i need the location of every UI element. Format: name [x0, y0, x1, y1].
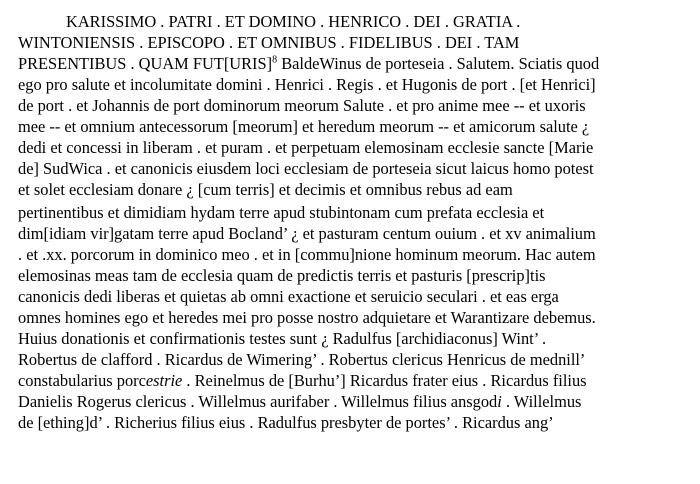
- line-text: PRESENTIBUS . QUAM FUT[URIS]: [18, 54, 273, 73]
- line-text: omnes homines ego et heredes mei pro posse nostro adquietare et Warantizare debemus.: [18, 308, 596, 327]
- text-line: [18, 117, 589, 137]
- text-line: [18, 96, 586, 116]
- line-text: de [ething]d’ . Richerius filius eius . Radulfus presbyter de portes’ . Ricardus ang’: [18, 413, 554, 432]
- line-text: KARISSIMO . PATRI . ET DOMINO . HENRICO . DEI . GRATIA .: [66, 12, 521, 31]
- line-text: Danielis Rogerus clericus . Willelmus aurifaber . Willelmus filius ansgod: [18, 392, 498, 411]
- line-text: constabularius porc: [18, 371, 146, 390]
- text-line: [18, 75, 596, 95]
- line-text: ego pro salute et incolumitate domini . Henrici . Regis . et Hugonis de port . [et Henrici]: [18, 75, 596, 94]
- text-line: [18, 350, 585, 370]
- line-text: dim[idiam vir]gatam terre apud Bocland’ ¿ et pasturam centum ouium . et xv animalium: [18, 224, 596, 243]
- line-text: . et .xx. porcorum in dominico meo . et in [commu]nione hominum meorum. Hac autem: [18, 245, 596, 264]
- line-text: de] SudWica . et canonicis eiusdem loci ecclesiam de porteseia sicut laicus homo potest: [18, 159, 594, 178]
- line-text: Huius donationis et confirmationis testes sunt ¿ Radulfus [archidiaconus] Wint’ .: [18, 329, 547, 348]
- text-line: [18, 138, 593, 158]
- line-text: canonicis dedi liberas et quietas ab omni exactione et seruicio seculari . et eas erga: [18, 287, 559, 306]
- text-line: [18, 287, 559, 307]
- line-text: de port . et Johannis de port dominorum meorum Salute . et pro anime mee -- et uxoris: [18, 96, 586, 115]
- text-line: [18, 329, 546, 349]
- line-text: WINTONIENSIS . EPISCOPO . ET OMNIBUS . FIDELIBUS . DEI . TAM: [18, 33, 520, 52]
- text-line: [18, 180, 513, 200]
- line-text: . Reinelmus de [Burhu’] Ricardus frater eius . Ricardus filius: [182, 371, 587, 390]
- line-text: Robertus de clafford . Ricardus de Wimering’ . Robertus clericus Henricus de mednill’: [18, 350, 586, 369]
- line-text: et solet ecclesiam donare ¿ [cum terris] et decimis et omnibus rebus ad eam: [18, 180, 513, 199]
- text-line: [18, 245, 596, 265]
- text-line: [18, 159, 594, 179]
- italic-text: i: [497, 392, 502, 411]
- line-text: dedi et concessi in liberam . et puram . et perpetuam elemosinam ecclesie sancte [Marie: [18, 138, 594, 157]
- text-line: [18, 413, 554, 433]
- text-line: [18, 392, 581, 412]
- footnote-marker: 8: [272, 54, 278, 66]
- line-text: elemosinas meas tam de ecclesia quam de predictis terris et pasturis [prescrip]tis: [18, 266, 546, 285]
- line-text: BaldeWinus de porteseia . Salutem. Sciatis quod: [277, 54, 600, 73]
- text-line: [18, 308, 596, 328]
- text-line: [18, 371, 587, 391]
- text-line: [18, 203, 544, 223]
- line-text: mee -- et omnium antecessorum [meorum] et heredum meorum -- et amicorum salute ¿: [18, 117, 590, 136]
- text-line: [66, 12, 520, 32]
- line-text: . Willelmus: [501, 392, 582, 411]
- text-line: [18, 33, 519, 53]
- text-line: [18, 54, 599, 74]
- text-line: [18, 224, 596, 244]
- line-text: pertinentibus et dimidiam hydam terre apud stubintonam cum prefata ecclesia et: [18, 203, 545, 222]
- italic-text: estrie: [145, 371, 183, 390]
- text-line: [18, 266, 546, 286]
